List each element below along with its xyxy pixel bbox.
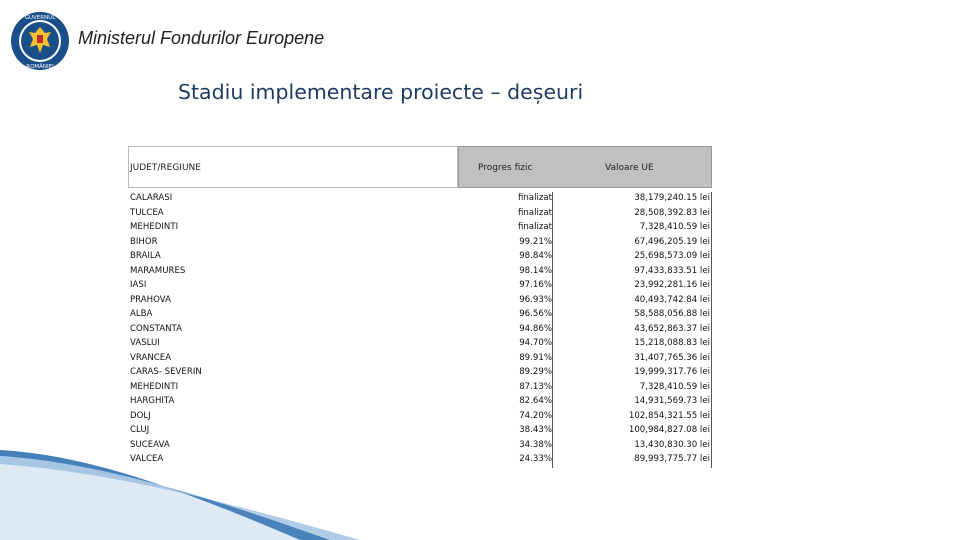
table-row — [128, 352, 712, 367]
table-row — [128, 207, 712, 222]
page-title: Stadiu implementare proiecte – deșeuri — [178, 80, 584, 104]
progress-cell: 87.13% — [519, 381, 552, 392]
region-cell: BRAILA — [130, 251, 161, 261]
value-cell: 7,328,410.59 lei — [639, 222, 710, 232]
region-cell: BIHOR — [130, 236, 158, 247]
region-cell: VASLUI — [130, 338, 160, 348]
ministry-name: Ministerul Fondurilor Europene — [78, 28, 325, 48]
svg-text:ROMÂNIEI: ROMÂNIEI — [26, 64, 54, 70]
table-row — [128, 381, 712, 396]
progress-cell: finalizat — [517, 193, 552, 203]
region-cell: MARAMURES — [130, 265, 186, 276]
value-cell: 102,854,321.55 lei — [628, 410, 710, 421]
table-row — [128, 250, 712, 265]
progress-cell: 38.43% — [519, 425, 552, 435]
value-cell: 7,328,410.59 lei — [639, 381, 710, 392]
value-cell: 14,931,569.73 lei — [634, 396, 710, 406]
table-row — [128, 236, 712, 251]
column-header-value: Valoare UE — [605, 163, 654, 173]
progress-cell: 94.86% — [519, 323, 552, 334]
progress-cell: 89.91% — [519, 352, 552, 363]
progress-cell: finalizat — [517, 207, 552, 218]
value-cell: 25,698,573.09 lei — [634, 251, 710, 261]
column-header-region: JUDET/REGIUNE — [130, 163, 201, 173]
decorative-swoosh — [0, 450, 960, 540]
value-cell: 67,496,205.19 lei — [634, 236, 710, 247]
region-cell: IASI — [130, 280, 147, 290]
table-row — [128, 265, 712, 280]
progress-cell: 74.20% — [519, 410, 552, 421]
value-cell: 19,999,317.76 lei — [634, 367, 710, 377]
region-cell: CLUJ — [130, 425, 150, 435]
table-row — [128, 424, 712, 439]
table-row — [128, 410, 712, 425]
government-seal-logo — [9, 11, 71, 71]
region-cell: CALARASI — [130, 193, 173, 203]
progress-cell: 24.33% — [519, 454, 552, 464]
progress-cell: 82.64% — [519, 396, 552, 406]
value-cell: 100,984,827.08 lei — [628, 425, 710, 435]
value-cell: 58,588,056.88 lei — [634, 309, 710, 319]
column-header-progress: Progres fizic — [478, 163, 533, 173]
table-row — [128, 221, 712, 236]
progress-cell: 89.29% — [519, 367, 552, 377]
progress-cell: 98.14% — [519, 265, 552, 276]
table-row — [128, 279, 712, 294]
table-header — [128, 146, 712, 188]
region-cell: CARAS- SEVERIN — [130, 367, 202, 377]
value-cell: 38,179,240.15 lei — [634, 193, 710, 203]
value-cell: 13,430,830.30 lei — [634, 439, 710, 450]
progress-cell: finalizat — [517, 222, 552, 232]
region-cell: TULCEA — [130, 207, 164, 218]
value-cell: 15,218,088.83 lei — [634, 338, 710, 348]
value-cell: 28,508,392.83 lei — [634, 207, 710, 218]
region-cell: PRAHOVA — [130, 294, 171, 305]
progress-cell: 99.21% — [519, 236, 552, 247]
value-cell: 40,493,742.84 lei — [634, 294, 710, 305]
region-cell: SUCEAVA — [130, 439, 170, 450]
table-body — [128, 192, 712, 468]
region-cell: VRANCEA — [130, 352, 172, 363]
table-row — [128, 395, 712, 410]
value-cell: 23,992,281.16 lei — [634, 280, 710, 290]
table-row — [128, 294, 712, 309]
region-cell: VALCEA — [130, 454, 164, 464]
progress-cell: 34.38% — [519, 439, 552, 450]
region-cell: HARGHITA — [130, 396, 175, 406]
region-cell: MEHEDINTI — [130, 381, 179, 392]
table-row — [128, 308, 712, 323]
table-row — [128, 192, 712, 207]
progress-cell: 97.16% — [519, 280, 552, 290]
region-cell: MEHEDINTI — [130, 222, 179, 232]
region-cell: ALBA — [130, 309, 153, 319]
table-row — [128, 323, 712, 338]
svg-text:GUVERNUL: GUVERNUL — [24, 15, 56, 21]
value-cell: 97,433,833.51 lei — [634, 265, 710, 276]
progress-cell: 94.70% — [519, 338, 552, 348]
progress-cell: 96.93% — [519, 294, 552, 305]
value-cell: 31,407,765.36 lei — [634, 352, 710, 363]
region-cell: DOLJ — [130, 410, 151, 421]
table-row — [128, 337, 712, 352]
progress-cell: 98.84% — [519, 251, 552, 261]
progress-cell: 96.56% — [519, 309, 552, 319]
value-cell: 43,652,863.37 lei — [634, 323, 710, 334]
value-cell: 89,993,775.77 lei — [634, 454, 710, 464]
table-row — [128, 366, 712, 381]
region-cell: CONSTANTA — [130, 323, 182, 334]
projects-table — [128, 146, 712, 464]
